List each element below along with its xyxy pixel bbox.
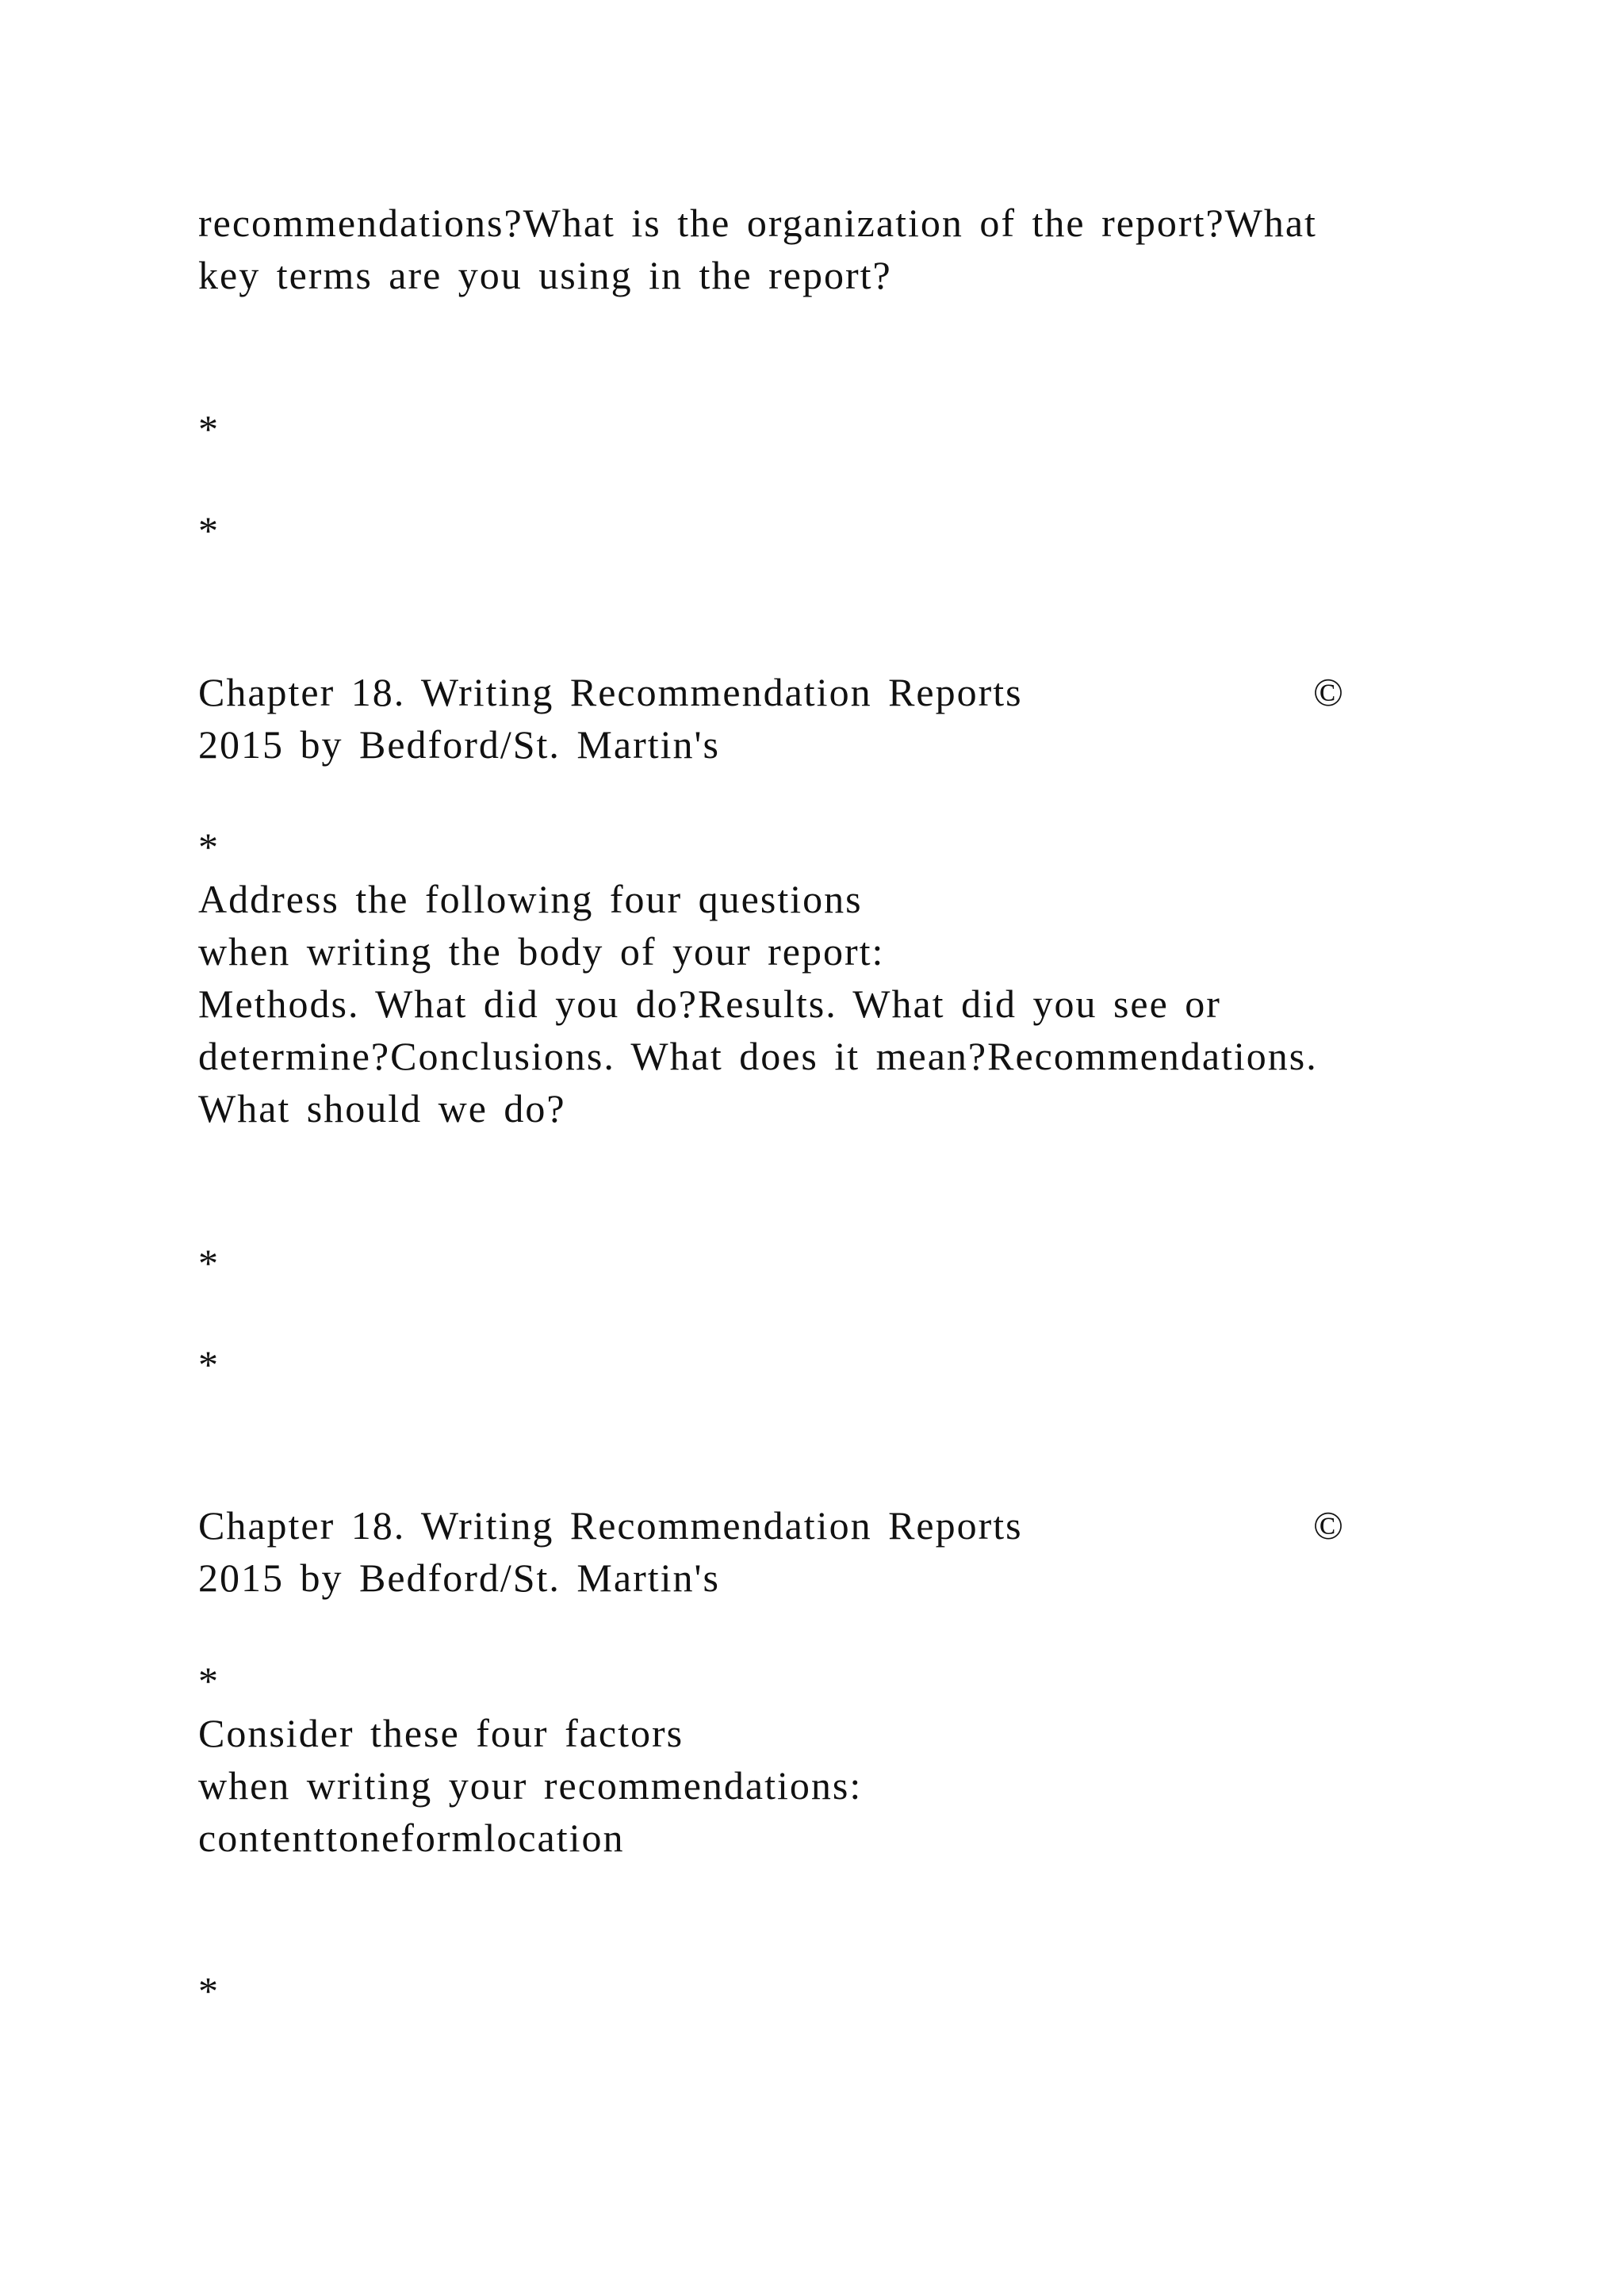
recommendation-factors-line-1: Consider these four factors [198, 1711, 684, 1755]
separator-asterisk: * [198, 508, 220, 553]
intro-line-1: recommendations?What is the organization of the report?What [198, 201, 1317, 245]
intro-line-2: key terms are you using in the report? [198, 253, 892, 297]
chapter-footer-title-1: Chapter 18. Writing Recommendation Reports [198, 670, 1023, 714]
separator-asterisk: * [198, 825, 220, 869]
body-question-line-1: Address the following four questions [198, 877, 863, 921]
separator-asterisk: * [198, 407, 220, 451]
separator-asterisk: * [198, 1342, 220, 1387]
body-question-line-3: Methods. What did you do?Results. What did you see or [198, 982, 1221, 1026]
separator-asterisk: * [198, 1969, 220, 2013]
chapter-footer-publisher-1: 2015 by Bedford/St. Martin's [198, 722, 720, 767]
separator-asterisk: * [198, 1659, 220, 1703]
recommendation-factors-line-3: contenttoneformlocation [198, 1816, 625, 1860]
recommendation-factors-line-2: when writing your recommendations: [198, 1763, 863, 1808]
separator-asterisk: * [198, 1241, 220, 1285]
body-question-line-4: determine?Conclusions. What does it mean?Recommendations. [198, 1034, 1318, 1078]
body-question-line-5: What should we do? [198, 1086, 566, 1131]
chapter-footer-publisher-2: 2015 by Bedford/St. Martin's [198, 1556, 720, 1600]
body-question-line-2: when writing the body of your report: [198, 929, 885, 974]
chapter-footer-title-2: Chapter 18. Writing Recommendation Reports [198, 1503, 1023, 1548]
copyright-symbol-2: © [1313, 1503, 1343, 1548]
copyright-symbol-1: © [1313, 670, 1343, 714]
